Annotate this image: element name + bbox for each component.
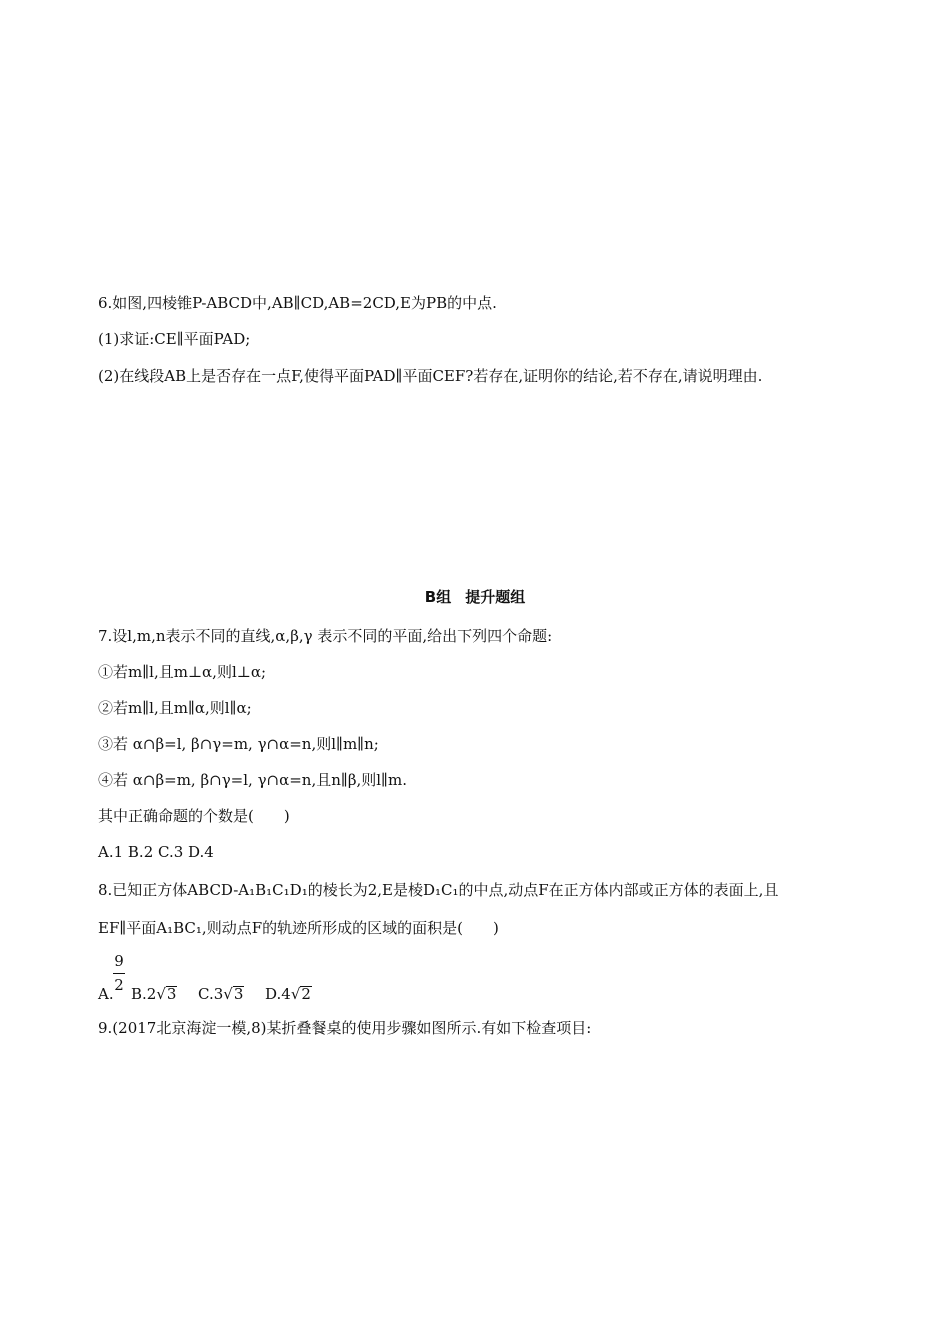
section-title: 提升题组	[465, 588, 526, 606]
option-b-coefficient: B.2	[131, 985, 157, 1003]
q7-proposition-3: ③若 α∩β=l, β∩γ=m, γ∩α=n,则l∥m∥n;	[98, 735, 379, 753]
option-d-radicand: 2	[301, 985, 311, 1003]
q9-stem: 9.(2017北京海淀一模,8)某折叠餐桌的使用步骤如图所示.有如下检查项目:	[98, 1019, 592, 1037]
fraction-denominator: 2	[114, 976, 124, 994]
q8-line1: 8.已知正方体ABCD-A₁B₁C₁D₁的棱长为2,E是棱D₁C₁的中点,动点F在正方体内部或正方体的表面上,且	[98, 881, 779, 899]
q7-proposition-4: ④若 α∩β=m, β∩γ=l, γ∩α=n,且n∥β,则l∥m.	[98, 771, 407, 789]
q7-proposition-1: ①若m∥l,且m⊥α,则l⊥α;	[98, 663, 267, 681]
q7-proposition-2: ②若m∥l,且m∥α,则l∥α;	[98, 699, 252, 717]
fraction-numerator: 9	[114, 952, 124, 970]
q8-option-c	[198, 985, 244, 1003]
q8-option-b	[131, 985, 177, 1003]
q8-line2: EF∥平面A₁BC₁,则动点F的轨迹所形成的区域的面积是( )	[98, 919, 499, 937]
option-b-radicand: 3	[166, 985, 177, 1003]
q6-stem: 6.如图,四棱锥P-ABCD中,AB∥CD,AB=2CD,E为PB的中点.	[98, 294, 497, 312]
sqrt-icon: √	[156, 985, 166, 1003]
sqrt-icon: √	[223, 985, 233, 1003]
q7-stem: 7.设l,m,n表示不同的直线,α,β,γ 表示不同的平面,给出下列四个命题:	[98, 627, 553, 645]
q8-option-a-fraction	[113, 953, 125, 993]
option-c-coefficient: C.3	[198, 985, 224, 1003]
q7-options: A.1 B.2 C.3 D.4	[98, 843, 214, 861]
option-c-radicand: 3	[233, 985, 244, 1003]
option-d-coefficient: D.4	[265, 985, 291, 1003]
sqrt-icon: √	[290, 985, 301, 1003]
q6-part2: (2)在线段AB上是否存在一点F,使得平面PAD∥平面CEF?若存在,证明你的结论,若不存在,请说明理由.	[98, 367, 763, 385]
section-heading	[0, 586, 950, 607]
q7-question: 其中正确命题的个数是( )	[98, 807, 290, 825]
section-group: B组	[424, 588, 452, 606]
q8-option-a-label: A.	[98, 985, 114, 1003]
q6-part1: (1)求证:CE∥平面PAD;	[98, 330, 251, 348]
q8-option-d	[265, 985, 312, 1003]
fraction-bar	[113, 973, 125, 974]
